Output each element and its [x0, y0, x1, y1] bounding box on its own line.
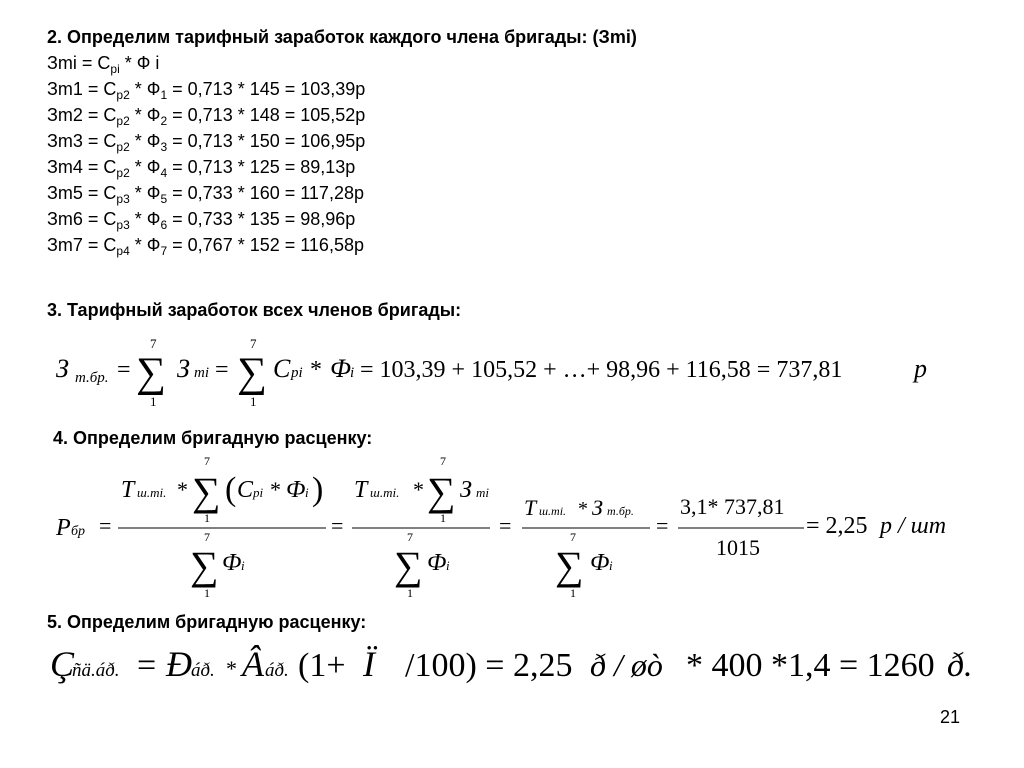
section-5-heading: 5. Определим бригадную расценку: — [47, 612, 367, 632]
eq3-term2a: С — [273, 354, 291, 383]
eq3-term2a-sub: pi — [291, 365, 303, 381]
eq4-t2: Т — [354, 477, 368, 503]
calc-line: $Зm4 = С_{p2} * Ф_4 = 0,713 * 125 = 89,13р$ — [47, 157, 356, 180]
eq4-eq3: = — [499, 513, 512, 538]
eq4-c1: С — [237, 477, 254, 503]
sum-symbol: ∑ — [136, 350, 166, 396]
sum-symbol: ∑ — [394, 543, 423, 588]
eq5-unit1: ð / øò — [590, 647, 663, 683]
eq4-f2-upper: 7 — [440, 454, 446, 468]
eq5-i: Ï — [363, 644, 375, 684]
eq3-upper2: 7 — [250, 336, 257, 351]
calc-line: $Зm7 = С_{p4} * Ф_7 = 0,767 * 152 = 116,58р$ — [47, 235, 364, 258]
eq5-d-sub: áð. — [191, 660, 215, 681]
eq4-d1-upper: 7 — [204, 530, 210, 544]
eq4-f1-sub: i — [305, 485, 309, 500]
eq4-d2-upper: 7 — [407, 530, 413, 544]
sum-symbol: ∑ — [427, 469, 456, 514]
eq5-unit2: ð. — [947, 647, 973, 684]
formula-pre: Зmi = С — [47, 53, 111, 73]
eq4-lhs-sub: бр — [71, 524, 86, 539]
sum-symbol: ∑ — [555, 543, 584, 588]
eq4-num4: 3,1* 737,81 — [680, 494, 785, 519]
eq4-d1-f: Ф — [222, 550, 242, 576]
eq4-t2-sub: ш.тi. — [370, 485, 400, 500]
eq4-eq4: = — [656, 513, 669, 538]
eq3-lhs-sub: т.бр. — [75, 370, 109, 386]
eq5-rest: /100) = 2,25 — [405, 647, 573, 684]
eq4-unit: р / шт — [880, 513, 947, 539]
eq3-lower2: 1 — [250, 394, 257, 409]
formula-sub: pi — [110, 62, 120, 76]
eq4-f1-lower: 1 — [204, 511, 210, 525]
eq4-star3: * — [413, 477, 424, 502]
calc-line: $Зm3 = С_{p2} * Ф_3 = 0,713 * 150 = 106,95р$ — [47, 131, 366, 154]
eq4-rparen: ) — [312, 471, 324, 508]
eq4-d1-f-sub: i — [241, 558, 245, 573]
eq5-z: Ç — [50, 644, 75, 684]
eq3-unit: р — [914, 354, 927, 383]
eq4-z3: З — [592, 495, 603, 520]
section-3-heading: 3. Тарифный заработок всех членов бригады: — [47, 300, 462, 320]
eq4-d3-f-sub: i — [609, 558, 613, 573]
equation-brigade-rate — [55, 454, 946, 600]
eq4-eq1: = — [99, 513, 112, 538]
eq4-d2-f-sub: i — [446, 558, 450, 573]
eq5-z-sub: ñä.áð. — [72, 660, 120, 681]
eq4-t1-sub: ш.тi. — [137, 485, 167, 500]
eq3-term1-sub: mi — [194, 365, 209, 381]
eq4-f2-lower: 1 — [440, 511, 446, 525]
sum-symbol: ∑ — [237, 350, 267, 396]
eq4-f1: Ф — [286, 477, 306, 503]
calc-line: $Зm2 = С_{p2} * Ф_2 = 0,713 * 148 = 105,52р$ — [47, 105, 366, 128]
eq4-star4: * — [578, 498, 588, 520]
eq4-t3: Т — [524, 495, 537, 520]
eq5-a-sub: áð. — [265, 660, 289, 681]
eq4-d3-f: Ф — [590, 550, 610, 576]
eq3-term2b-sub: i — [350, 365, 355, 381]
calc-line: $Зm1 = С_{p2} * Ф_1 = 0,713 * 145 = 103,39р$ — [47, 79, 366, 102]
eq4-t3-sub: ш.тi. — [539, 504, 567, 518]
eq4-den4: 1015 — [716, 535, 760, 560]
eq4-c1-sub: pi — [253, 485, 264, 500]
eq3-lower1: 1 — [150, 394, 157, 409]
eq5-eq1: = — [137, 647, 157, 684]
section-4-heading: 4. Определим бригадную расценку: — [53, 428, 373, 448]
equation-total-earnings — [56, 336, 927, 409]
page-number: 21 — [940, 707, 961, 727]
eq3-eq1: = — [117, 357, 131, 383]
eq5-paren: (1+ — [298, 647, 346, 684]
eq4-eq2: = — [331, 513, 344, 538]
calc-line: $Зm5 = С_{p3} * Ф_5 = 0,733 * 160 = 117,28р$ — [47, 183, 364, 206]
eq3-star: * — [310, 357, 322, 383]
eq5-star1: * — [226, 656, 237, 681]
eq3-upper1: 7 — [150, 336, 157, 351]
eq3-term2b: Ф — [330, 354, 351, 383]
eq3-rhs: = 103,39 + 105,52 + …+ 98,96 + 116,58 = 737,81 — [360, 357, 843, 383]
eq4-star1: * — [177, 477, 188, 502]
eq4-f1-upper: 7 — [204, 454, 210, 468]
sum-symbol: ∑ — [190, 543, 219, 588]
eq4-d1-lower: 1 — [204, 586, 210, 600]
eq5-a: Â — [242, 644, 264, 684]
eq4-lhs: Р — [56, 515, 71, 541]
eq5-d: Ð — [166, 644, 192, 684]
eq4-lparen: ( — [225, 471, 237, 508]
eq4-z3-sub: т.бр. — [607, 504, 634, 518]
eq4-d3-upper: 7 — [570, 530, 576, 544]
eq4-star2: * — [270, 477, 281, 502]
eq3-lhs: З — [56, 354, 69, 383]
formula-mid: * Ф i — [119, 53, 160, 73]
eq3-term1: З — [177, 354, 190, 383]
eq4-result: = 2,25 — [806, 513, 868, 539]
section-2-heading: 2. Определим тарифный заработок каждого члена бригады: (Зmi) — [47, 27, 637, 47]
sum-symbol: ∑ — [192, 469, 221, 514]
eq4-z2: З — [460, 477, 472, 503]
eq5-tail: * 400 *1,4 = 1260 — [686, 647, 935, 684]
calc-line: $Зm6 = С_{p3} * Ф_6 = 0,733 * 135 = 98,96р$ — [47, 209, 356, 232]
eq4-d2-f: Ф — [427, 550, 447, 576]
equation-garbled — [50, 644, 973, 684]
eq4-d3-lower: 1 — [570, 586, 576, 600]
eq3-eq2: = — [215, 357, 229, 383]
eq4-t1: Т — [121, 477, 135, 503]
eq4-d2-lower: 1 — [407, 586, 413, 600]
eq4-z2-sub: mi — [476, 485, 489, 500]
